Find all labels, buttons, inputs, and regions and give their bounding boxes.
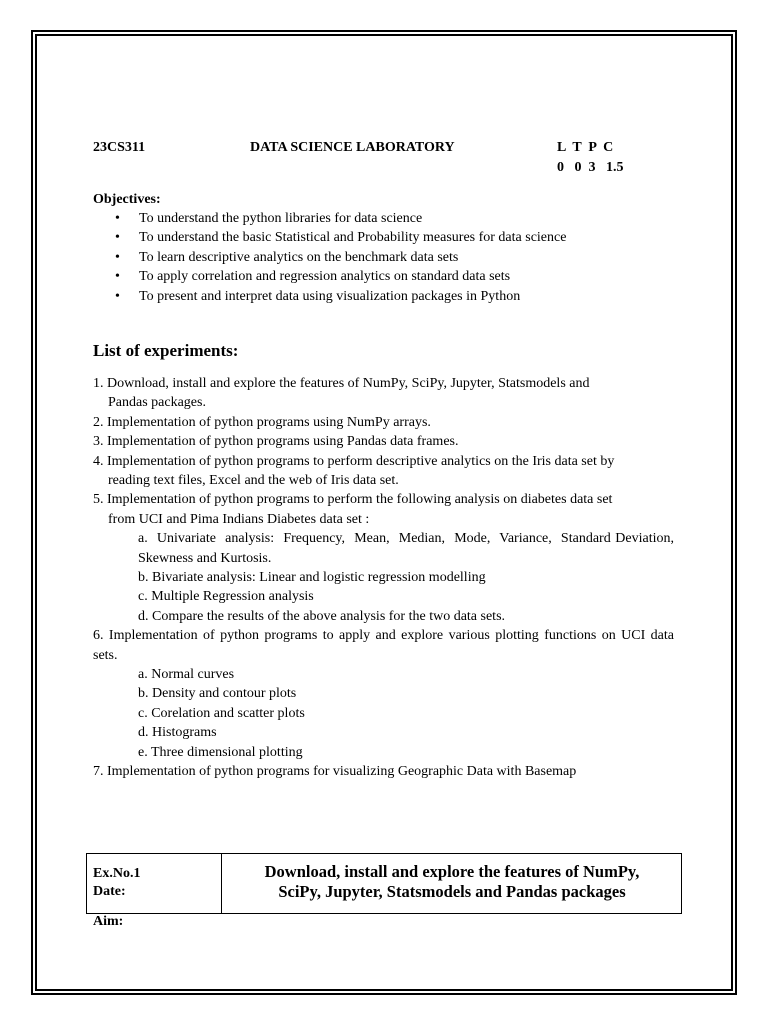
bullet-icon: • bbox=[115, 230, 120, 246]
experiment-2: 2. Implementation of python programs using NumPy arrays. bbox=[93, 414, 431, 430]
experiment-3: 3. Implementation of python programs using Pandas data frames. bbox=[93, 434, 459, 450]
experiment-5-sub-d: d. Compare the results of the above analysis for the two data sets. bbox=[138, 608, 506, 624]
experiment-6-sub-d: d. Histograms bbox=[138, 725, 217, 741]
exercise-title bbox=[222, 862, 682, 902]
objective-item: • To present and interpret data using visualization packages in Python bbox=[93, 287, 566, 306]
ltpc-values: 0 0 3 1.5 bbox=[557, 160, 624, 175]
experiment-5-sub-a: a. Univariate analysis: Frequency, Mean, Median, Mode, Variance, Standard Deviation, Skewness and Kurtosis. bbox=[138, 531, 678, 566]
course-code: 23CS311 bbox=[93, 140, 146, 155]
experiment-6-sub-a: a. Normal curves bbox=[138, 667, 235, 682]
objective-item: • To learn descriptive analytics on the benchmark data sets bbox=[93, 248, 566, 267]
experiment-5-sub-c: c. Multiple Regression analysis bbox=[138, 589, 314, 605]
ltpc-labels: L T P C bbox=[557, 140, 614, 155]
experiment-5-line-2: from UCI and Pima Indians Diabetes data set : bbox=[108, 511, 370, 527]
experiment-7: 7. Implementation of python programs for visualizing Geographic Data with Basemap bbox=[93, 764, 577, 779]
experiments-title: List of experiments: bbox=[93, 341, 239, 360]
bullet-icon: • bbox=[115, 269, 120, 285]
objectives-title: Objectives: bbox=[93, 192, 161, 207]
experiment-6-sub-b: b. Density and contour plots bbox=[138, 686, 297, 702]
exercise-title-line-2: SciPy, Jupyter, Statsmodels and Pandas packages bbox=[278, 882, 626, 901]
objective-item: • To understand the python libraries for data science bbox=[93, 209, 566, 228]
objective-item: • To apply correlation and regression analytics on standard data sets bbox=[93, 267, 566, 286]
experiment-5-sub-b: b. Bivariate analysis: Linear and logistic regression modelling bbox=[138, 570, 486, 585]
experiment-5-line-1: 5. Implementation of python programs to perform the following analysis on diabetes data set bbox=[93, 492, 613, 508]
objective-item: • To understand the basic Statistical and Probability measures for data science bbox=[93, 228, 566, 247]
bullet-icon: • bbox=[115, 288, 120, 304]
bullet-icon: • bbox=[115, 211, 120, 226]
experiment-1-line-2: Pandas packages. bbox=[108, 395, 206, 411]
objectives-list bbox=[93, 209, 566, 306]
experiment-6-sub-e: e. Three dimensional plotting bbox=[138, 744, 303, 760]
experiment-4-line-1: 4. Implementation of python programs to perform descriptive analytics on the Iris data set by bbox=[93, 453, 615, 469]
bullet-icon: • bbox=[115, 249, 120, 265]
aim-label: Aim: bbox=[93, 914, 124, 929]
experiment-6-sub-c: c. Corelation and scatter plots bbox=[138, 705, 305, 721]
experiment-4-line-2: reading text files, Excel and the web of Iris data set. bbox=[108, 473, 399, 488]
exercise-date-label: Date: bbox=[93, 884, 126, 899]
experiment-6: 6. Implementation of python programs to apply and explore various plotting functions on UCI data sets. bbox=[93, 628, 674, 663]
exercise-title-line-1: Download, install and explore the features of NumPy, bbox=[264, 862, 640, 881]
experiment-1-line-1: 1. Download, install and explore the features of NumPy, SciPy, Jupyter, Statsmodels and bbox=[93, 376, 590, 391]
exercise-number: Ex.No.1 bbox=[93, 866, 141, 881]
course-title: DATA SCIENCE LABORATORY bbox=[250, 140, 455, 155]
